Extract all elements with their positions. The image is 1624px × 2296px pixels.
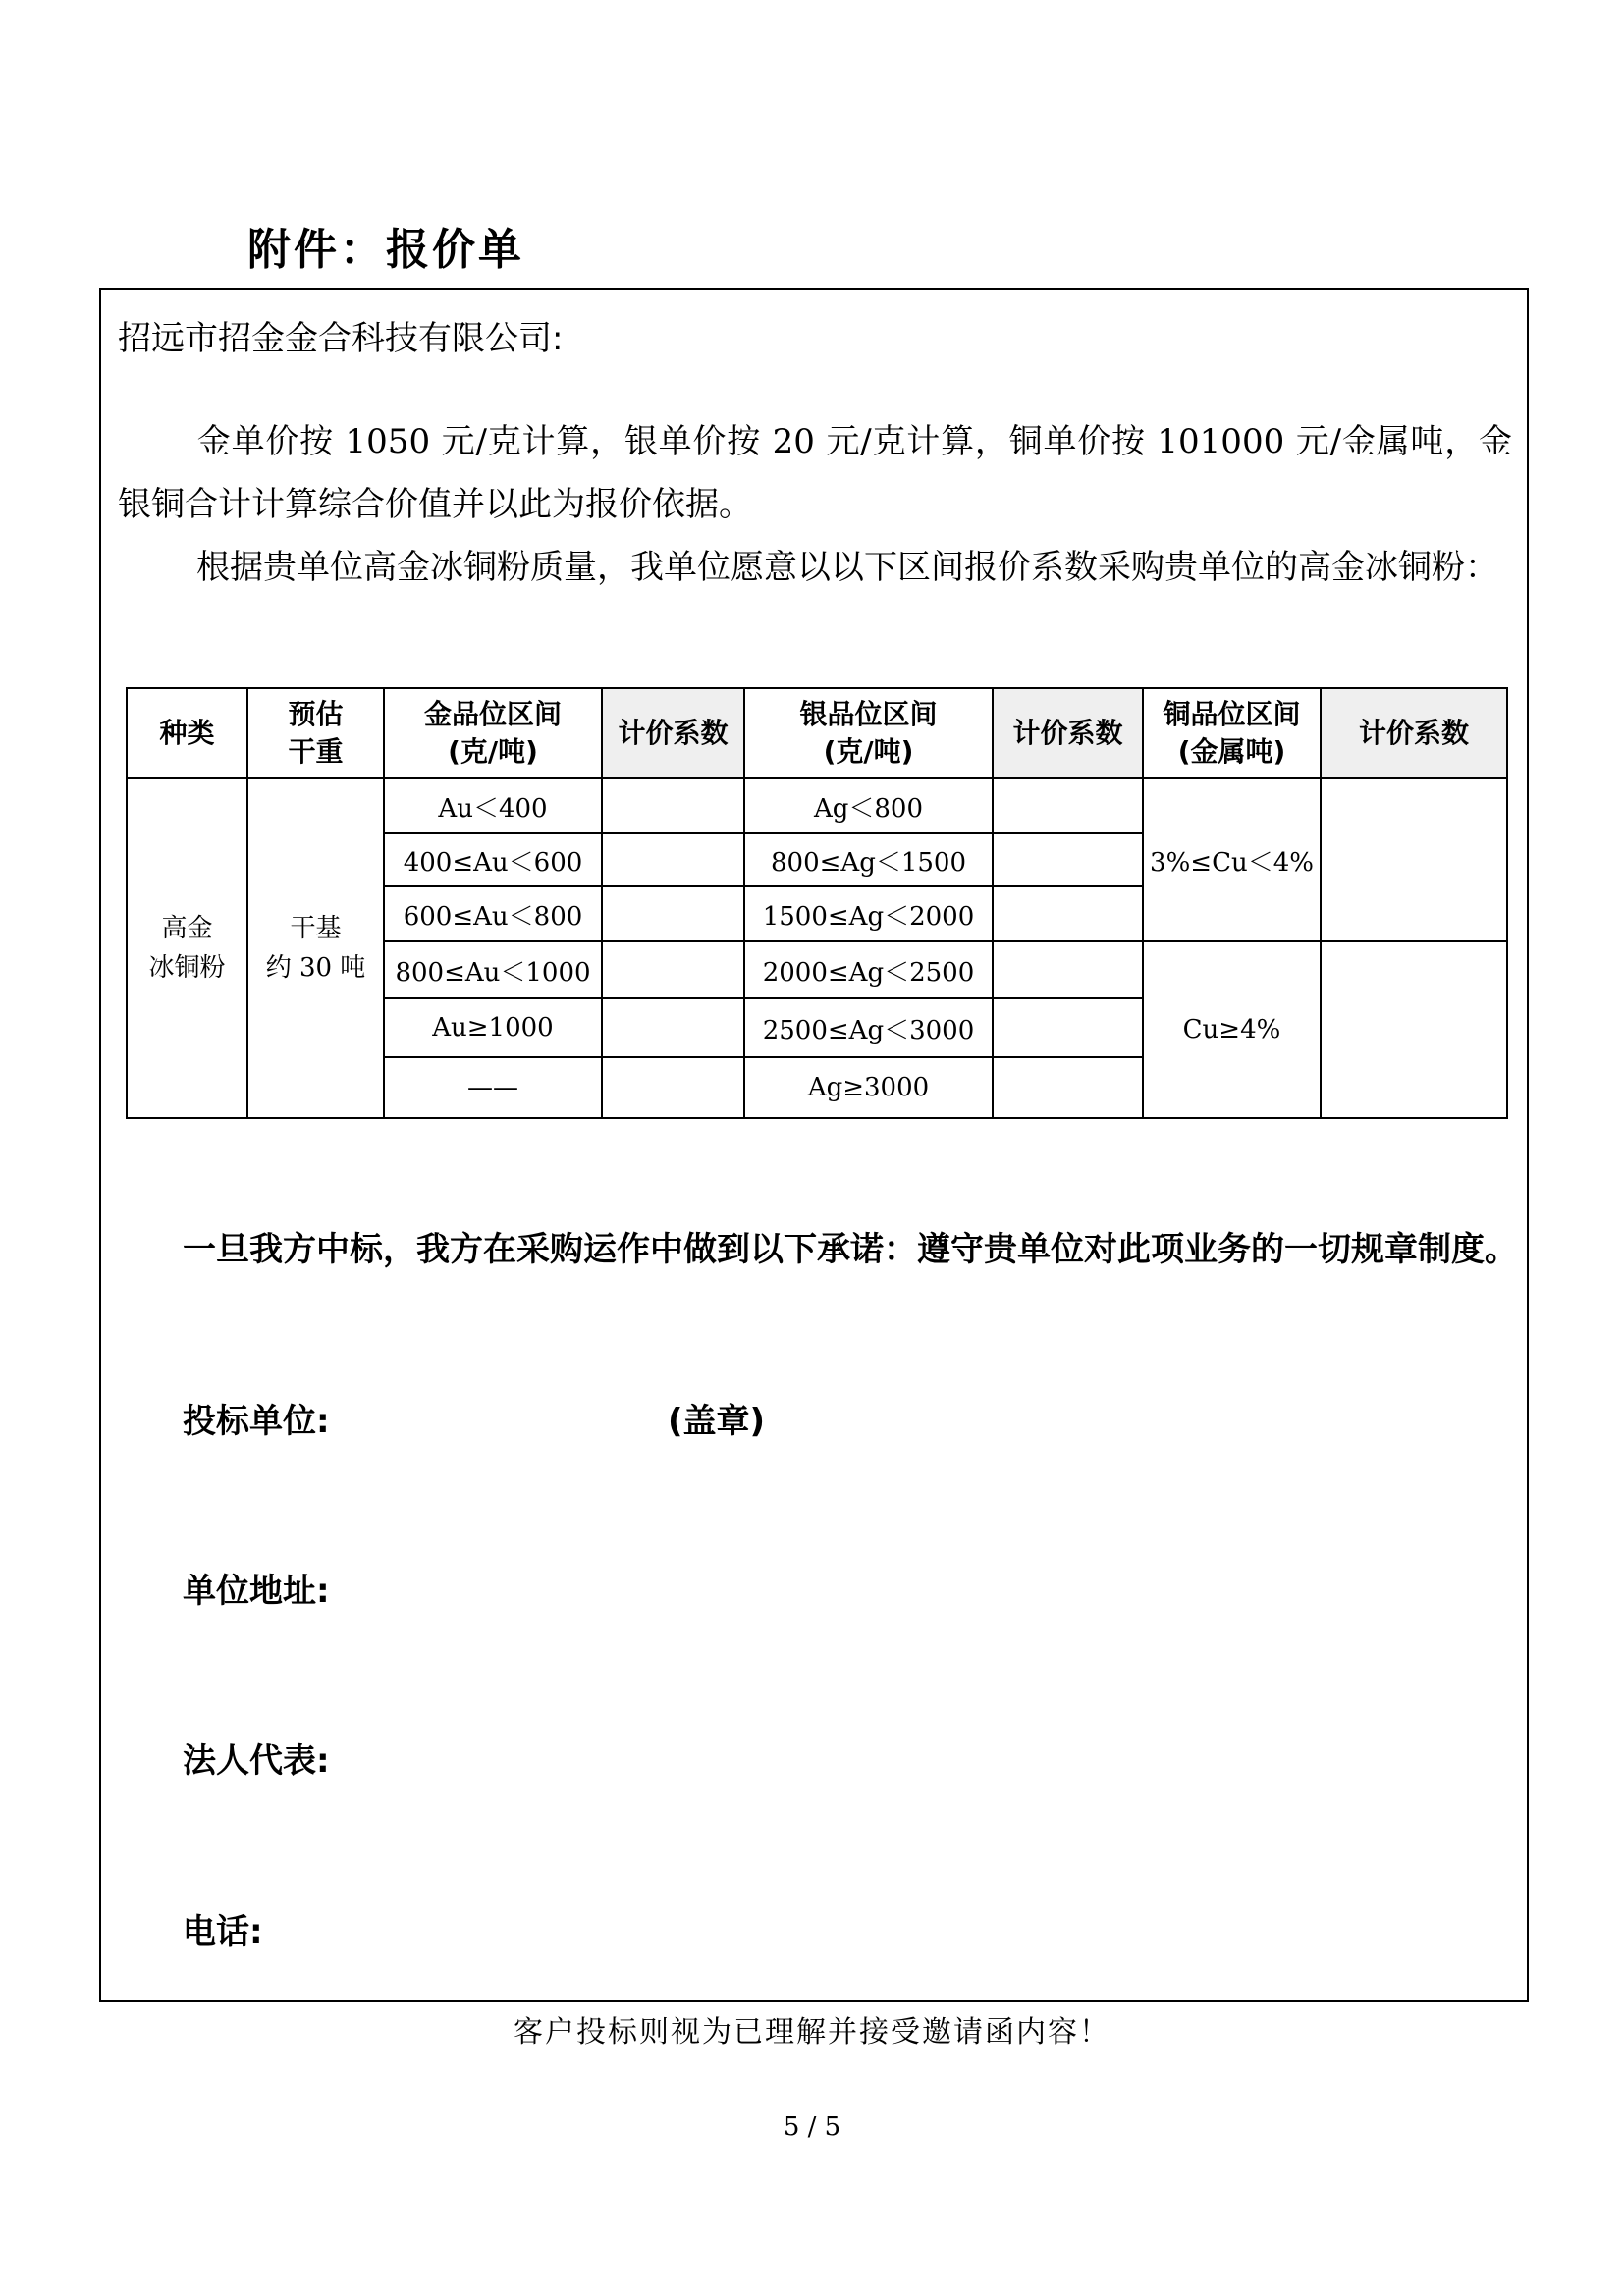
silver-range-cell: 2500≤Ag＜3000 — [744, 998, 993, 1057]
header-weight: 预估 干重 — [247, 688, 384, 778]
bidder-label: 投标单位: — [183, 1402, 330, 1441]
pricing-paragraph: 金单价按 1050 元/克计算，银单价按 20 元/克计算，铜单价按 101000 元/金属吨，金银铜合计计算综合价值并以此为报价依据。 — [118, 422, 1512, 524]
header-copper-coef: 计价系数 — [1321, 688, 1507, 778]
gold-range-cell: Au≥1000 — [384, 998, 602, 1057]
page-number: 5 / 5 — [783, 2112, 841, 2142]
phone-label: 电话: — [183, 1912, 263, 1951]
silver-range-cell: 2000≤Ag＜2500 — [744, 941, 993, 998]
seal-label: (盖章) — [668, 1402, 766, 1441]
pledge-statement: 一旦我方中标，我方在采购运作中做到以下承诺：遵守贵单位对此项业务的一切规章制度。 — [183, 1230, 1518, 1269]
weight-cell: 干基 约 30 吨 — [247, 778, 384, 1118]
silver-range-cell: Ag＜800 — [744, 778, 993, 833]
silver-coef-input[interactable] — [993, 1057, 1143, 1118]
product-cell: 高金 冰铜粉 — [127, 778, 247, 1118]
address-label: 单位地址: — [183, 1572, 330, 1611]
silver-range-cell: 1500≤Ag＜2000 — [744, 886, 993, 941]
gold-range-cell: Au＜400 — [384, 778, 602, 833]
silver-coef-input[interactable] — [993, 998, 1143, 1057]
header-gold-range: 金品位区间 (克/吨) — [384, 688, 602, 778]
gold-coef-input[interactable] — [602, 778, 744, 833]
silver-range-cell: Ag≥3000 — [744, 1057, 993, 1118]
gold-range-cell: 600≤Au＜800 — [384, 886, 602, 941]
header-silver-coef: 计价系数 — [993, 688, 1143, 778]
header-gold-coef: 计价系数 — [602, 688, 744, 778]
gold-coef-input[interactable] — [602, 1057, 744, 1118]
header-kind: 种类 — [127, 688, 247, 778]
gold-range-cell: 800≤Au＜1000 — [384, 941, 602, 998]
silver-range-cell: 800≤Ag＜1500 — [744, 833, 993, 886]
gold-coef-input[interactable] — [602, 833, 744, 886]
silver-coef-input[interactable] — [993, 886, 1143, 941]
intent-paragraph: 根据贵单位高金冰铜粉质量，我单位愿意以以下区间报价系数采购贵单位的高金冰铜粉： — [196, 548, 1498, 587]
gold-coef-input[interactable] — [602, 998, 744, 1057]
gold-coef-input[interactable] — [602, 886, 744, 941]
addressee: 招远市招金金合科技有限公司: — [118, 319, 564, 358]
gold-coef-input[interactable] — [602, 941, 744, 998]
silver-coef-input[interactable] — [993, 941, 1143, 998]
quote-table — [126, 687, 1508, 1119]
gold-range-cell: 400≤Au＜600 — [384, 833, 602, 886]
header-copper-range: 铜品位区间 (金属吨) — [1143, 688, 1321, 778]
copper-range-cell: 3%≤Cu＜4% — [1143, 778, 1321, 941]
copper-coef-input[interactable] — [1321, 778, 1507, 941]
table-header-row — [127, 688, 1507, 778]
legal-rep-label: 法人代表: — [183, 1741, 330, 1781]
gold-range-cell: —— — [384, 1057, 602, 1118]
header-silver-range: 银品位区间 (克/吨) — [744, 688, 993, 778]
table-row — [127, 778, 1507, 833]
silver-coef-input[interactable] — [993, 778, 1143, 833]
copper-coef-input[interactable] — [1321, 941, 1507, 1118]
page-title: 附件：报价单 — [247, 225, 524, 275]
footer-note: 客户投标则视为已理解并接受邀请函内容！ — [514, 2015, 1110, 2050]
copper-range-cell: Cu≥4% — [1143, 941, 1321, 1118]
silver-coef-input[interactable] — [993, 833, 1143, 886]
